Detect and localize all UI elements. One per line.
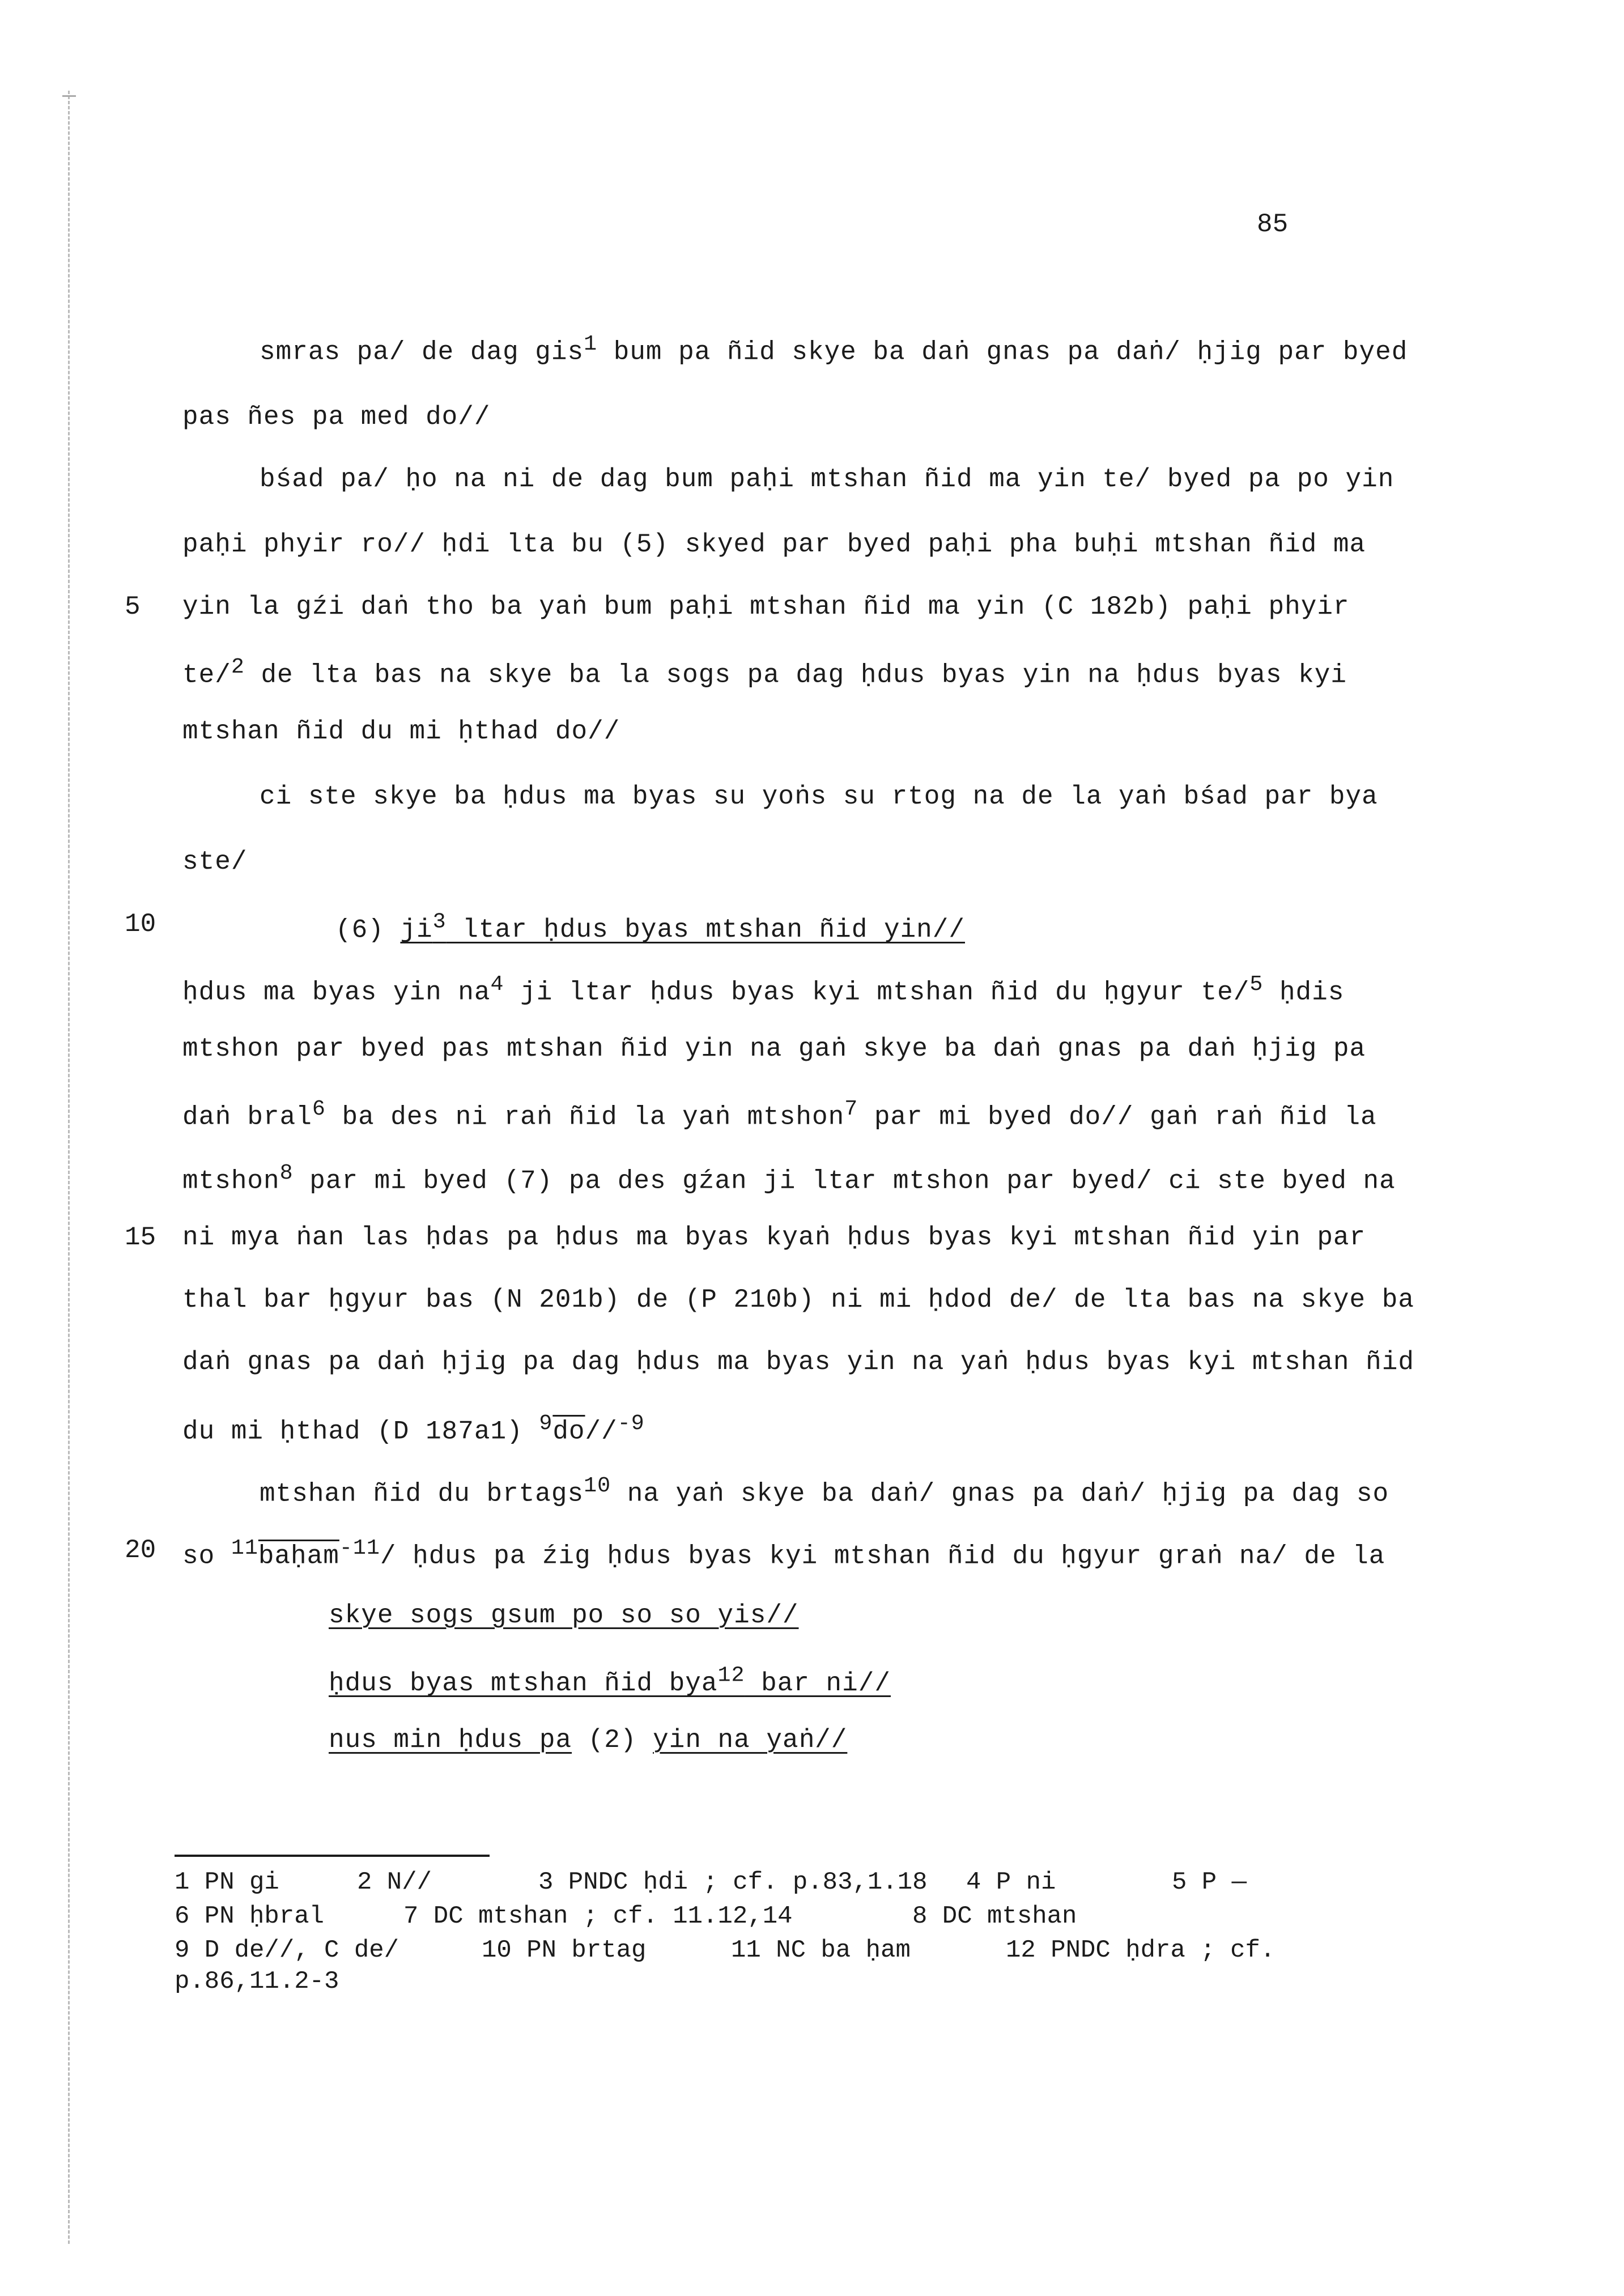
text-line: paḥi phyir ro// ḥdi lta bu (5) skyed par byed paḥi pha buḥi mtshan ñid ma <box>182 530 1366 559</box>
text-line: du mi ḥthad (D 187a1) $^9\overline{do}//^{-9}$ <box>182 1411 645 1447</box>
footnote: 10 PN brtag <box>482 1936 647 1965</box>
footnote: 11 NC ba ḥam <box>731 1936 911 1965</box>
line-number: 5 <box>125 592 141 622</box>
verse-line: (6) $ji^3$ ltar ḥdus byas mtshan ñid yin// <box>335 909 965 945</box>
footnote: 1 PN gi <box>175 1868 279 1897</box>
text-line: smras pa/ de dag gis$^1$ bum pa ñid skye ba daṅ gnas pa daṅ/ ḥjig par byed <box>260 331 1408 367</box>
verse-line: nus min ḥdus pa (2) yin na yaṅ// <box>329 1725 848 1755</box>
text-line: bśad pa/ ḥo na ni de dag bum paḥi mtshan ñid ma yin te/ byed pa po yin <box>260 465 1395 494</box>
footnote: 3 PNDC ḥdi ; cf. p.83,1.18 <box>538 1868 928 1897</box>
footnote-rule <box>175 1855 490 1857</box>
footnote: 4 P ni <box>966 1868 1056 1897</box>
margin-tick <box>62 95 76 97</box>
text-line: ste/ <box>182 847 248 877</box>
text-line: thal bar ḥgyur bas (N 201b) de (P 210b) ni mi ḥdod de/ de lta bas na skye ba <box>182 1285 1414 1315</box>
line-number: 10 <box>125 909 156 939</box>
text-line: ni mya ṅan las ḥdas pa ḥdus ma byas kyaṅ ḥdus byas kyi mtshan ñid yin par <box>182 1223 1366 1252</box>
footnote: 2 N// <box>357 1868 432 1897</box>
text-line: mtshon par byed pas mtshan ñid yin na gaṅ skye ba daṅ gnas pa daṅ ḥjig pa <box>182 1034 1366 1064</box>
verse-line: ḥdus byas mtshan ñid bya$^{12}$ bar ni// <box>329 1663 891 1699</box>
left-margin-rule <box>68 91 70 2244</box>
page-number: 85 <box>1257 210 1289 239</box>
text-line: te/$^2$ de lta bas na skye ba la sogs pa dag ḥdus byas yin na ḥdus byas kyi <box>182 654 1347 690</box>
text-line: yin la gźi daṅ tho ba yaṅ bum paḥi mtshan ñid ma yin (C 182b) paḥi phyir <box>182 592 1350 622</box>
text-line: mtshon$^8$ par mi byed (7) pa des gźan ji ltar mtshon par byed/ ci ste byed na <box>182 1160 1396 1196</box>
text-line: pas ñes pa med do// <box>182 402 491 432</box>
line-number: 20 <box>125 1536 156 1565</box>
verse-line: skye sogs gsum po so so yis// <box>329 1601 799 1630</box>
footnote: 12 PNDC ḥdra ; cf. <box>1006 1936 1276 1965</box>
text-line: ci ste skye ba ḥdus ma byas su yoṅs su rtog na de la yaṅ bśad par bya <box>260 782 1378 811</box>
text-line: so $^{11}$baḥam$^{-11}$/ ḥdus pa źig ḥdus byas kyi mtshan ñid du ḥgyur graṅ na/ de la <box>182 1536 1385 1571</box>
line-number: 15 <box>125 1223 156 1252</box>
text-line: mtshan ñid du brtags$^{10}$ na yaṅ skye ba daṅ/ gnas pa daṅ/ ḥjig pa dag so <box>260 1473 1389 1509</box>
footnote: 7 DC mtshan ; cf. 11.12,14 <box>403 1902 793 1931</box>
footnote: 6 PN ḥbral <box>175 1902 325 1931</box>
text-line: mtshan ñid du mi ḥthad do// <box>182 717 620 746</box>
text-line: ḥdus ma byas yin $na^4$ ji ltar ḥdus byas kyi mtshan ñid du ḥgyur te/$^5$ ḥdis <box>182 972 1345 1007</box>
text-line: daṅ gnas pa daṅ ḥjig pa dag ḥdus ma byas yin na yaṅ ḥdus byas kyi mtshan ñid <box>182 1347 1414 1377</box>
text-line: daṅ bral$^6$ ba des ni raṅ ñid la yaṅ mtshon$^7$ par mi byed do// gaṅ raṅ ñid la <box>182 1096 1377 1132</box>
footnote: 8 DC mtshan <box>912 1902 1077 1931</box>
footnote: 5 P — <box>1172 1868 1247 1897</box>
footnote: p.86,11.2-3 <box>175 1967 339 1996</box>
footnote: 9 D de//, C de/ <box>175 1936 399 1965</box>
